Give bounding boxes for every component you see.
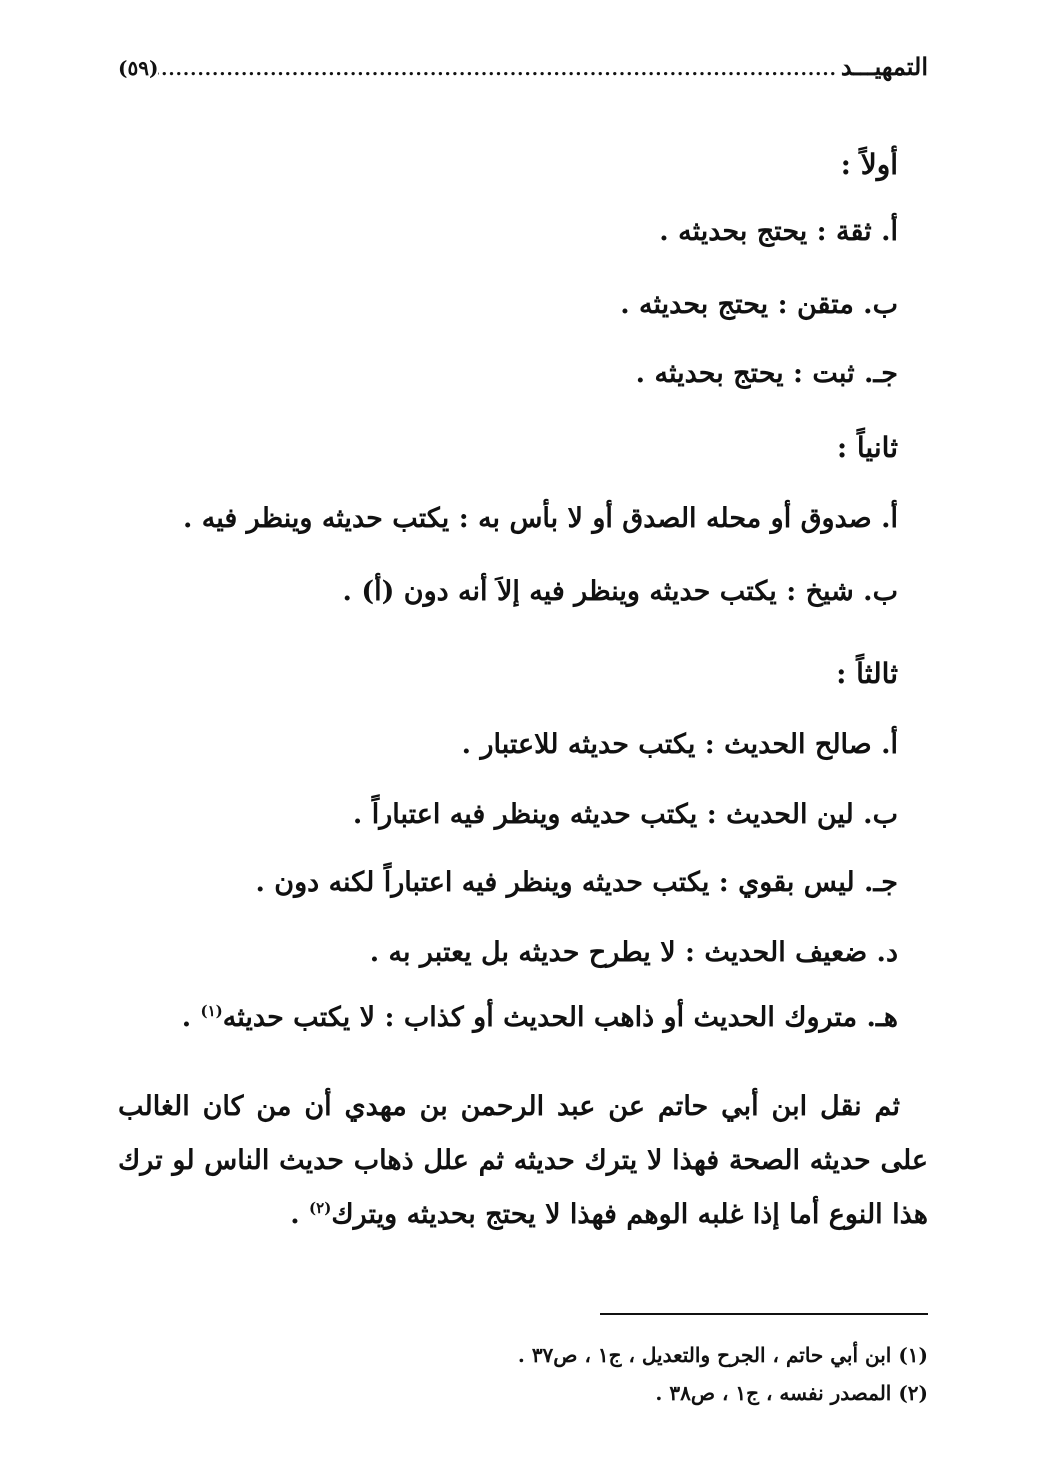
list-item: جـ. ثبت : يحتج بحديثه .: [635, 358, 898, 389]
footnote-separator: [600, 1313, 928, 1315]
header-title: التمهيـــد: [840, 52, 928, 81]
list-item: جـ. ليس بقوي : يكتب حديثه وينظر فيه اعتباراً لكنه دون .: [255, 867, 898, 898]
page-number: (٥٩): [118, 56, 159, 80]
list-item-end: .: [181, 1002, 201, 1033]
running-header: [118, 52, 928, 92]
list-item: أ. ثقة : يحتج بحديثه .: [659, 216, 898, 247]
footnote-item: (١) ابن أبي حاتم ، الجرح والتعديل ، ج١ ، ص٣٧ .: [517, 1343, 928, 1367]
list-item: أ. صدوق أو محله الصدق أو لا بأس به : يكتب حديثه وينظر فيه .: [182, 503, 898, 534]
list-item: أ. صالح الحديث : يكتب حديثه للاعتبار .: [461, 729, 898, 760]
section-heading-first: أولاً :: [840, 148, 898, 181]
section-heading-third: ثالثاً :: [836, 657, 898, 690]
footnote-item: (٢) المصدر نفسه ، ج١ ، ص٣٨ .: [655, 1381, 928, 1405]
body-paragraph: [118, 1080, 928, 1242]
footnote-ref[interactable]: (٢): [309, 1199, 332, 1217]
list-item: ب. شيخ : يكتب حديثه وينظر فيه إلاَ أنه دون (أ) .: [342, 576, 898, 607]
paragraph-text: ثم نقل ابن أبي حاتم عن عبد الرحمن بن مهدي أن من كان الغالب على حديثه الصحة فهذا لا يترك حديثه ثم علل ذهاب حديث الناس لو ترك هذا النوع أما إذا غلبه الوهم فهذا لا يحتج بحديثه ويترك: [118, 1091, 928, 1230]
header-leader-dots: [158, 59, 840, 80]
section-heading-second: ثانياً :: [836, 431, 898, 464]
list-item: ب. لين الحديث : يكتب حديثه وينظر فيه اعتباراً .: [352, 799, 898, 830]
list-item-text: هـ. متروك الحديث أو ذاهب الحديث أو كذاب : لا يكتب حديثه: [222, 1002, 898, 1033]
list-item-last: [182, 1002, 898, 1033]
list-item: ب. متقن : يحتج بحديثه .: [620, 289, 898, 320]
paragraph-end: .: [290, 1199, 310, 1230]
list-item: د. ضعيف الحديث : لا يطرح حديثه بل يعتبر به .: [369, 937, 898, 968]
footnote-ref[interactable]: (١): [200, 1002, 223, 1020]
